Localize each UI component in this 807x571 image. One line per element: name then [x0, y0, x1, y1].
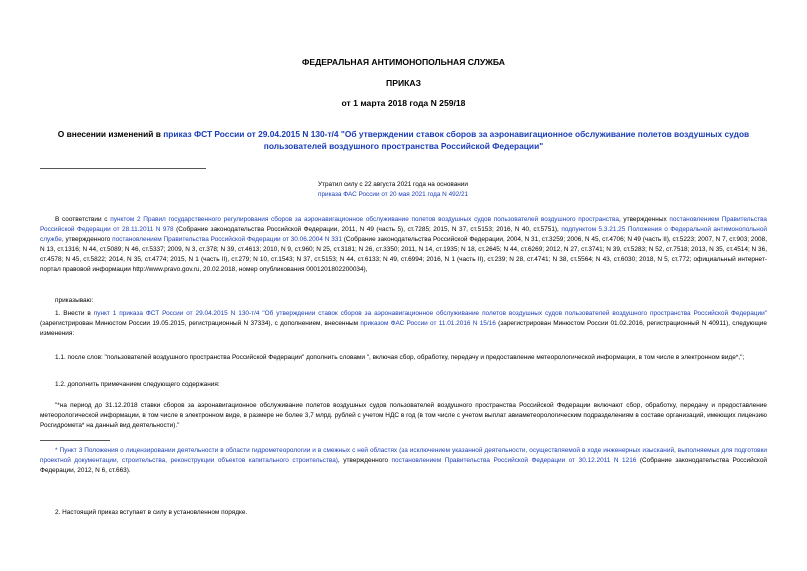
- item1-text-2: (зарегистрирован Минюстом России 19.05.2015, регистрационный N 37334), с дополнением, внесенным: [40, 320, 361, 327]
- item-2: 2. Настоящий приказ вступает в силу в установленном порядке.: [55, 509, 248, 516]
- item-1-1: 1.1. после слов: "пользователей воздушного пространства Российской Федерации" дополнить словами ", включая сбор, обработку, передачу и предоставление метеорологической информации, в том числе в электронном виде*,";: [55, 354, 745, 361]
- title-prefix: О внесении изменений в: [57, 129, 164, 139]
- footnote: [40, 446, 767, 476]
- status-line: Утратил силу с 22 августа 2021 года на основании: [318, 181, 468, 188]
- footnote-divider: [40, 440, 110, 441]
- document-title: [40, 128, 767, 152]
- item-1: [40, 309, 767, 339]
- footnote-link-resolution[interactable]: постановлением Правительства Российской Федерации от 30.12.2011 N 1216: [391, 457, 637, 464]
- preamble-link-resolution-978[interactable]: постановлением Правительства Российской Федерации от 28.11.2011 N 978: [40, 216, 767, 233]
- preamble-paragraph: [40, 215, 767, 275]
- preamble-text-4: , утвержденного: [61, 236, 113, 243]
- preamble-link-subparagraph[interactable]: подпунктом 5.3.21.25 Положения о Федеральной антимонопольной службе: [40, 226, 767, 243]
- item1-text-3: (зарегистрирован Минюстом России 01.02.2016, регистрационный N 40911), следующие изменения:: [40, 320, 767, 337]
- agency-heading: ФЕДЕРАЛЬНАЯ АНТИМОНОПОЛЬНАЯ СЛУЖБА: [302, 57, 505, 67]
- divider-top: [40, 168, 206, 169]
- footnote-link-clause[interactable]: * Пункт 3 Положения о лицензировании деятельности в области гидрометеорологии и в смежных с ней областях (за исключением указанной деятельности, осуществляемой в ходе инженерных изысканий, выполняемых для подготовки проектной документации, строительства, реконструкции объектов капитального строительства): [40, 447, 767, 464]
- status-link[interactable]: приказа ФАС России от 20 мая 2021 года N 492/21: [318, 190, 469, 198]
- footnote-text-2: (Собрание законодательства Российской Федерации, 2012, N 6, ст.663).: [40, 457, 767, 474]
- footnote-text-1: , утвержденного: [337, 457, 392, 464]
- item1-link-fas-order[interactable]: приказом ФАС России от 11.01.2016 N 15/16: [360, 320, 496, 327]
- doc-type-heading: ПРИКАЗ: [386, 78, 421, 88]
- item1-text-1: 1. Внести в: [55, 310, 94, 317]
- preamble-link-rules[interactable]: пунктом 2 Правил государственного регулирования сборов за аэронавигационное обслуживание полетов воздушных судов пользователей воздушного пространства: [110, 216, 619, 223]
- preamble-text-1: В соответствии с: [55, 216, 111, 223]
- preamble-text-5: (Собрание законодательства Российской Федерации, 2004, N 31, ст.3259; 2006, N 45, ст.4706; N 49 (часть II), ст.5223; 2007, N 7, ст.903; 2008, N 13, ст.1316; N 44, ст.5089; N 46, ст.5337; 2009, N 3, ст.378; N 39, ст.4613; 2010, N 9, ст.960; N 25, ст.3181; N 26, ст.3350; 2011, N 14, ст.1935; N 18, ст.2645; N 44, ст.6269; 2012, N 27, ст.3741; N 39, ст.5283; N 52, ст.7518; 2013, N 35, ст.4514; N 36, ст.4578; N 45, ст.5822; 2014, N 35, ст.4774; 2015, N 1 (часть II), ст.279; N 10, ст.1543; N 37, ст.5153; N 44, ст.6133; N 49, ст.6994; 2016, N 1 (часть II), ст.239; N 28, ст.4741; N 38, ст.5564; N 43, ст.6030; 2018, N 5, ст.772; официальный интернет-портал правовой информации http://www.pravo.gov.ru, 20.02.2018, номер опубликования 0001201802200034),: [40, 236, 767, 273]
- preamble-text-3: (Собрание законодательства Российской Федерации, 2011, N 49 (часть 5), ст.7285; 2015, N 37, ст.5153; 2016, N 40, ст.5751),: [173, 226, 562, 233]
- item1-link-order[interactable]: пункт 1 приказа ФСТ России от 29.04.2015 N 130-т/4 "Об утверждении ставок сборов за аэронавигационное обслуживание полетов воздушных судов пользователей воздушного пространства Российской Федерации": [93, 310, 767, 317]
- preamble-link-resolution-331[interactable]: постановлением Правительства Российской Федерации от 30.06.2004 N 331: [112, 236, 342, 243]
- date-number-heading: от 1 марта 2018 года N 259/18: [341, 98, 466, 108]
- order-word: приказываю:: [55, 297, 94, 304]
- status-note: [318, 180, 468, 199]
- preamble-text-2: , утвержденных: [618, 216, 670, 223]
- note-quote: "*на период до 31.12.2018 ставки сборов за аэронавигационное обслуживание полетов воздушных судов пользователей воздушного пространства Российской Федерации включают сбор, обработку, передачу и предоставление метеорологической информации, в том числе в электронном виде, в размере не более 3,7 млрд. рублей с учетом НДС в год (в том числе с учетом выплат авиаметеорологическим подразделениям в составе организаций, имеющих лицензию Росгидромета* на данный вид деятельности).": [40, 402, 767, 429]
- title-link[interactable]: приказ ФСТ России от 29.04.2015 N 130-т/4 "Об утверждении ставок сборов за аэронавигационное обслуживание полетов воздушных судов пользователей воздушного пространства Российской Федерации": [163, 129, 750, 151]
- item-1-2: 1.2. дополнить примечанием следующего содержания:: [55, 381, 220, 388]
